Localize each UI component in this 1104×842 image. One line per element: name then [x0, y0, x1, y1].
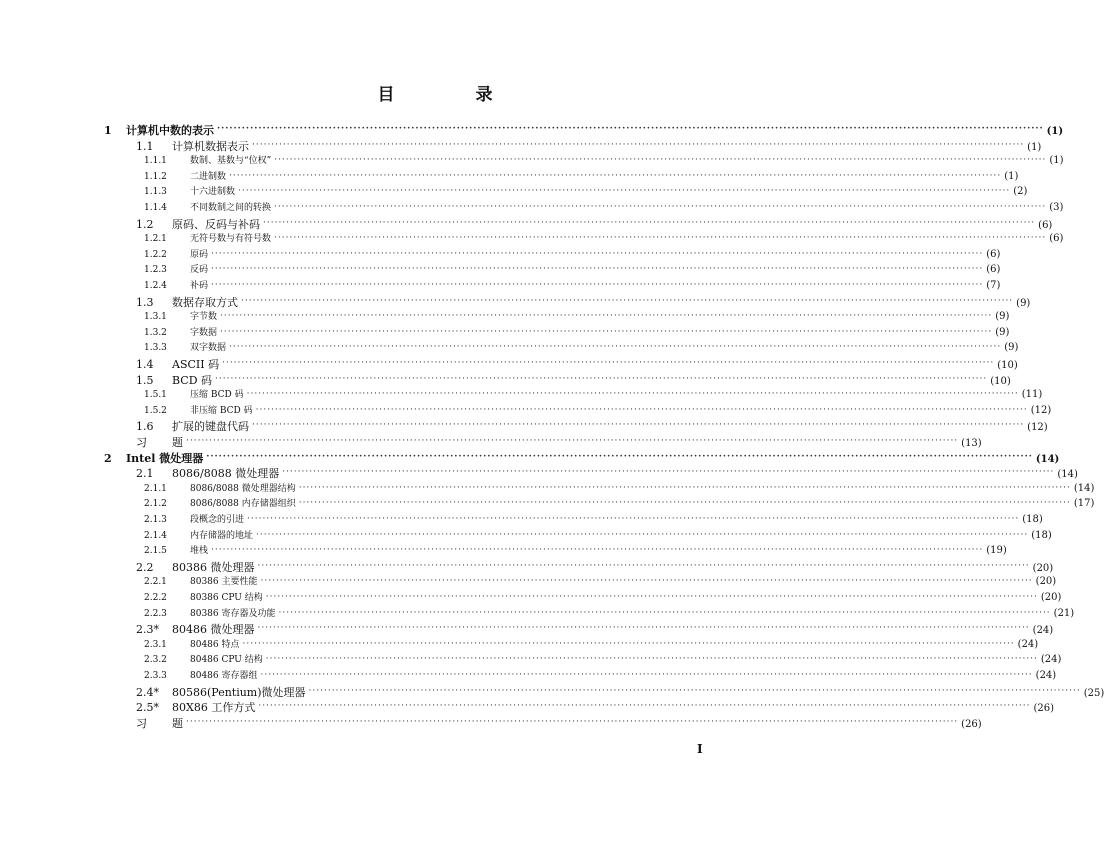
toc-entry-page: (24) [1035, 670, 1057, 681]
toc-entry-page: (7) [986, 280, 1001, 291]
toc-entry-page: (20) [1040, 592, 1062, 603]
toc-entry-label: 字数据 [190, 327, 218, 338]
toc-entry [144, 309, 1010, 324]
toc-entry-number: 1.1.4 [144, 203, 167, 213]
toc-entry [144, 668, 1057, 683]
toc-entry [136, 715, 982, 730]
toc-entry-number: 2.2.3 [144, 608, 167, 619]
toc-entry-number: 1.1.1 [144, 156, 167, 167]
toc-entry-label: 反码 [190, 265, 209, 276]
toc-entry-number: 2 [104, 451, 112, 465]
toc-entry-page: (10) [997, 360, 1018, 371]
toc-leader-dots: ········································································································································································································ [215, 373, 988, 384]
toc-entry-page: (17) [1073, 498, 1095, 510]
toc-entry [136, 465, 1078, 481]
toc-entry-number: 2.3.3 [144, 671, 167, 681]
toc-entry-page: (26) [1033, 703, 1055, 715]
toc-entry-label: 原码 [190, 249, 209, 260]
toc-entry-label: 内存储器的地址 [190, 530, 254, 541]
toc-entry [144, 247, 1001, 262]
toc-leader-dots: ········································································································································································································ [308, 685, 1081, 696]
toc-entry-number: 1.3.2 [144, 327, 167, 338]
toc-entry-number: 2.5* [136, 701, 159, 715]
toc-leader-dots: ········································································································································································································ [211, 264, 984, 275]
toc-entry-page: (9) [995, 326, 1010, 338]
toc-leader-dots: ········································································································································································································ [260, 670, 1033, 680]
toc-entry-label: 80486 CPU 结构 [190, 655, 263, 666]
toc-leader-dots: ········································································································································································································ [257, 623, 1030, 634]
toc-entry-number: 习 [136, 436, 147, 449]
toc-leader-dots: ········································································································································································································ [265, 654, 1038, 665]
toc-entry-number: 2.2 [136, 560, 154, 574]
toc-leader-dots: ········································································································································································································ [256, 529, 1029, 540]
toc-entry-label: 数据存取方式 [172, 295, 238, 309]
toc-entry-label: 计算机数据表示 [172, 139, 249, 153]
toc-entry-number: 1.2 [136, 217, 154, 231]
toc-leader-dots: ········································································································································································································ [265, 592, 1038, 602]
toc-entry-number: 2.1.1 [144, 483, 167, 494]
toc-leader-dots: ········································································································································································································ [298, 498, 1071, 509]
toc-entry-label: 计算机中数的表示 [126, 124, 214, 137]
toc-leader-dots: ········································································································································································································ [220, 326, 993, 337]
toc-entry-label: 题 [172, 716, 183, 730]
toc-entry [136, 294, 1031, 309]
toc-entry-page: (9) [1004, 342, 1019, 354]
toc-entry [136, 418, 1048, 434]
toc-leader-dots: ········································································································································································································ [222, 358, 995, 368]
toc-entry-page: (9) [1016, 297, 1031, 309]
toc-entry-label: BCD 码 [172, 373, 213, 387]
toc-entry-number: 2.1.3 [144, 515, 167, 525]
toc-entry-number: 1.3.3 [144, 343, 167, 354]
toc-leader-dots: ········································································································································································································ [298, 482, 1071, 493]
toc-entry-page: (13) [961, 438, 982, 449]
toc-entry [144, 637, 1039, 652]
toc-entry-label: 80386 CPU 结构 [190, 593, 263, 603]
toc-entry [144, 528, 1052, 543]
toc-leader-dots: ········································································································································································································ [274, 233, 1047, 244]
toc-entry-page: (14) [1057, 469, 1078, 481]
toc-entry-label: 不同数制之间的转换 [190, 203, 272, 213]
toc-leader-dots: ········································································································································································································ [229, 342, 1002, 353]
toc-entry-number: 1.1.2 [144, 171, 167, 182]
toc-entry-label: 双字数据 [190, 343, 227, 354]
toc-leader-dots: ········································································································································································································ [257, 560, 1030, 571]
toc-entry [136, 216, 1053, 231]
toc-entry-page: (6) [986, 264, 1001, 276]
toc-entry-number: 1.3 [136, 295, 154, 309]
toc-entry-label: 段概念的引进 [190, 515, 245, 525]
toc-entry-label: 二进制数 [190, 171, 227, 182]
toc-entry-label: 题 [172, 436, 183, 449]
toc-entry-page: (10) [990, 375, 1011, 387]
toc-leader-dots: ········································································································································································································ [220, 311, 993, 322]
toc-entry-number: 1.6 [136, 420, 154, 434]
toc-entry-label: 80486 特点 [190, 639, 240, 650]
toc-entry-number: 2.3.1 [144, 639, 167, 650]
toc-entry-page: (3) [1049, 202, 1064, 213]
toc-leader-dots: ········································································································································································································ [282, 467, 1055, 478]
toc-leader-dots: ········································································································································································································ [258, 701, 1031, 712]
toc-entry-number: 2.3* [136, 623, 159, 637]
toc-entry-label: 扩展的键盘代码 [172, 420, 249, 434]
toc-entry-number: 1.5.1 [144, 390, 167, 401]
toc-entry-number: 习 [136, 716, 147, 730]
toc-entry [144, 387, 1043, 402]
toc-entry-label: 堆栈 [190, 546, 209, 557]
toc-entry [136, 684, 1104, 699]
toc-entry-number: 1.3.1 [144, 312, 167, 323]
toc-entry-label: 80386 寄存器及功能 [190, 608, 276, 619]
toc-entry [144, 340, 1019, 355]
toc-entry [144, 231, 1064, 246]
toc-entry-number: 1.5 [136, 373, 154, 387]
toc-entry-page: (18) [1031, 529, 1052, 541]
toc-entry-page: (1) [1049, 155, 1064, 167]
toc-entry-page: (24) [1040, 654, 1062, 666]
toc-entry-number: 1.2.3 [144, 265, 167, 276]
toc-entry [104, 450, 1060, 465]
toc-entry-number: 2.1.2 [144, 499, 167, 510]
toc-leader-dots: ········································································································································································································ [238, 186, 1011, 197]
toc-entry-label: 8086/8088 内存储器组织 [190, 499, 296, 510]
toc-entry-label: 十六进制数 [190, 187, 236, 198]
toc-entry-number: 2.1.4 [144, 530, 167, 541]
toc-entry-label: 80486 寄存器组 [190, 671, 258, 681]
toc-entry [136, 372, 1011, 387]
toc-entry [144, 496, 1095, 511]
toc-leader-dots: ········································································································································································································ [211, 545, 984, 556]
toc-entry [144, 652, 1062, 667]
toc-leader-dots: ········································································································································································································ [241, 295, 1014, 306]
toc-entry [144, 325, 1010, 340]
toc-entry [144, 512, 1043, 527]
toc-entry-page: (25) [1083, 687, 1104, 699]
toc-leader-dots: ········································································································································································································ [211, 280, 984, 290]
toc-entry-label: ASCII 码 [172, 358, 220, 371]
toc-entry-page: (14) [1035, 453, 1060, 465]
toc-leader-dots: ········································································································································································································ [255, 404, 1028, 415]
toc-entry-page: (11) [1021, 389, 1043, 401]
toc-entry-page: (12) [1027, 422, 1048, 434]
toc-entry-page: (6) [986, 248, 1001, 260]
toc-leader-dots: ········································································································································································································ [186, 436, 959, 446]
toc-entry-page: (1) [1004, 170, 1019, 182]
toc-leader-dots: ········································································································································································································ [186, 716, 959, 727]
toc-leader-dots: ········································································································································································································ [229, 170, 1002, 181]
toc-leader-dots: ········································································································································································································ [206, 451, 1033, 462]
toc-entry [144, 184, 1028, 199]
toc-leader-dots: ········································································································································································································ [242, 638, 1015, 649]
toc-entry-label: 无符号数与有符号数 [190, 234, 272, 245]
toc-entry-page: (1) [1027, 141, 1042, 153]
toc-entry-number: 1.4 [136, 358, 154, 371]
toc-entry-page: (12) [1030, 404, 1052, 416]
toc-entry [144, 543, 1007, 558]
toc-entry-label: 80386 微处理器 [172, 560, 255, 574]
toc-entry [136, 138, 1042, 153]
toc-entry-label: 8086/8088 微处理器 [172, 467, 280, 481]
toc-entry-label: 压缩 BCD 码 [190, 390, 244, 401]
toc-entry-label: 字节数 [190, 312, 218, 323]
toc-entry [144, 574, 1057, 589]
toc-entry [144, 169, 1019, 184]
toc-entry [136, 621, 1054, 637]
toc-entry-page: (2) [1013, 186, 1028, 198]
toc-entry-page: (20) [1035, 576, 1057, 588]
toc-entry [136, 699, 1055, 715]
toc-leader-dots: ········································································································································································································ [247, 514, 1020, 524]
toc-entry-page: (6) [1038, 219, 1053, 231]
toc-entry [144, 153, 1064, 168]
toc-entry [136, 559, 1054, 574]
toc-leader-dots: ········································································································································································································ [217, 124, 1044, 134]
toc-leader-dots: ········································································································································································································ [278, 607, 1051, 618]
toc-entry-label: 非压缩 BCD 码 [190, 405, 253, 416]
toc-entry [136, 356, 1018, 371]
toc-entry-label: 80X86 工作方式 [172, 701, 256, 715]
toc-entry-number: 2.4* [136, 685, 159, 699]
toc-entry-label: 80486 微处理器 [172, 623, 255, 637]
toc-entry-label: 补码 [190, 281, 209, 291]
toc-entry-label: 8086/8088 微处理器结构 [190, 483, 296, 494]
toc-entry-page: (26) [961, 718, 982, 730]
toc-entry [104, 122, 1064, 137]
toc-leader-dots: ········································································································································································································ [246, 389, 1019, 400]
toc-entry-number: 2.3.2 [144, 655, 167, 666]
toc-entry-number: 1.1.3 [144, 187, 167, 198]
toc-leader-dots: ········································································································································································································ [274, 155, 1047, 166]
toc-entry-page: (24) [1017, 638, 1039, 650]
toc-entry-page: (24) [1032, 625, 1054, 637]
toc-entry-number: 1.2.2 [144, 249, 167, 260]
toc-entry-number: 1 [104, 124, 112, 137]
toc-entry-page: (9) [995, 311, 1010, 323]
toc-entry-label: 80386 主要性能 [190, 577, 258, 588]
toc-entry-page: (21) [1053, 607, 1075, 619]
toc-entry [144, 403, 1052, 418]
toc-leader-dots: ········································································································································································································ [263, 217, 1036, 228]
toc-entry-number: 2.2.2 [144, 593, 167, 603]
toc-entry-label: 数制、基数与“位权” [190, 156, 272, 167]
toc-entry [136, 434, 982, 449]
toc-leader-dots: ········································································································································································································ [260, 576, 1033, 587]
toc-leader-dots: ········································································································································································································ [252, 420, 1025, 431]
toc-entry [144, 590, 1062, 605]
toc-entry-number: 1.2.4 [144, 281, 167, 291]
toc-entry [144, 606, 1075, 621]
toc-entry-page: (19) [986, 545, 1007, 557]
toc-entry-page: (18) [1022, 514, 1043, 525]
toc-entry-number: 1.5.2 [144, 405, 167, 416]
toc-leader-dots: ········································································································································································································ [274, 202, 1047, 212]
toc-entry-label: 80586(Pentium)微处理器 [172, 685, 306, 699]
toc-entry [144, 200, 1064, 215]
toc-leader-dots: ········································································································································································································ [252, 139, 1025, 150]
toc-entry-page: (14) [1073, 482, 1095, 494]
toc-entry-label: Intel 微处理器 [126, 451, 204, 465]
toc-entry-number: 2.1 [136, 467, 154, 481]
toc-entry-page: (1) [1046, 126, 1064, 137]
toc-entry [144, 481, 1095, 496]
toc-leader-dots: ········································································································································································································ [211, 248, 984, 259]
toc-entry-number: 2.2.1 [144, 577, 167, 588]
toc-entry-number: 1.2.1 [144, 234, 167, 245]
toc-entry-page: (20) [1032, 562, 1054, 574]
toc-entry-label: 原码、反码与补码 [172, 217, 260, 231]
page-title: 目 录 [377, 85, 525, 105]
toc-entry-page: (6) [1049, 233, 1064, 245]
toc-entry [144, 262, 1001, 277]
page-folio: I [697, 742, 703, 756]
toc-entry-number: 2.1.5 [144, 546, 167, 557]
toc-entry [144, 278, 1001, 293]
toc-entry-number: 1.1 [136, 139, 154, 153]
